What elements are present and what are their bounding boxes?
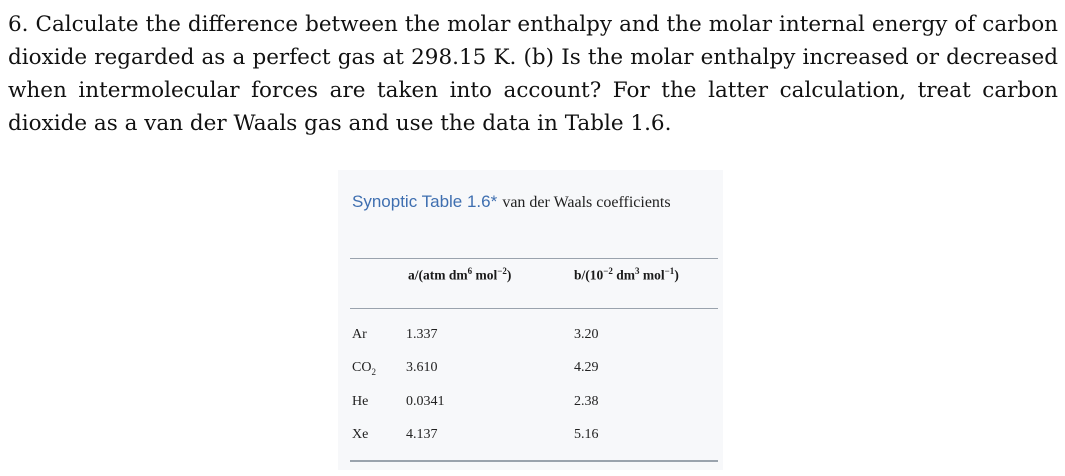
- column-header-b-exp1: −2: [603, 266, 613, 276]
- column-header-a-mid: mol: [472, 267, 498, 283]
- table-top-rule: [350, 258, 718, 259]
- a-value-cell: 3.610: [406, 360, 438, 375]
- gas-symbol: Xe: [352, 427, 369, 442]
- column-header-b-suffix: ): [674, 267, 679, 283]
- column-header-b-mid: dm: [612, 267, 636, 283]
- table-caption: [352, 188, 712, 217]
- b-value-cell: 4.29: [574, 360, 599, 375]
- question-text: 6. Calculate the difference between the molar enthalpy and the molar internal energy of carbon dioxide regarded as a perfect gas at 298.15 K. (b) Is the molar enthalpy increased or decreased when intermolecular forces are taken into account? For the latter calculation, treat carbon dioxide as a van der Waals gas and use the data in Table 1.6.: [8, 12, 1058, 136]
- column-header-a-suffix: ): [506, 267, 512, 283]
- gas-symbol: Ar: [352, 327, 367, 342]
- column-header-b-mid2: mol: [639, 267, 665, 283]
- table-caption-description: van der Waals coefficients: [502, 194, 671, 211]
- gas-cell: [352, 327, 367, 344]
- gas-symbol: CO: [352, 360, 372, 375]
- table-caption-title: Synoptic Table 1.6*: [352, 192, 498, 211]
- column-header-a-exp2: −2: [497, 266, 507, 276]
- gas-cell: [352, 360, 376, 377]
- a-value-cell: 4.137: [406, 427, 438, 442]
- column-header-b-exp2: 3: [635, 266, 640, 276]
- a-value-cell: 0.0341: [406, 394, 445, 409]
- gas-cell: [352, 427, 368, 444]
- b-value-cell: 3.20: [574, 327, 599, 342]
- table-header-rule: [350, 308, 718, 309]
- column-header-a-prefix: a/(atm dm: [408, 267, 468, 283]
- column-header-a-exp1: 6: [467, 266, 473, 276]
- column-header-b-exp3: −1: [664, 266, 675, 276]
- gas-cell: [352, 394, 368, 411]
- a-value-cell: 1.337: [406, 327, 438, 342]
- column-header-b: [574, 266, 679, 284]
- b-value-cell: 5.16: [574, 427, 599, 442]
- gas-subscript: 2: [371, 366, 376, 377]
- column-header-b-prefix: b/(10: [574, 267, 604, 283]
- gas-symbol: He: [352, 394, 369, 409]
- van-der-waals-table-figure: [338, 170, 723, 470]
- table-bottom-rule: [350, 460, 718, 462]
- column-header-a: [408, 266, 511, 284]
- b-value-cell: 2.38: [574, 394, 599, 409]
